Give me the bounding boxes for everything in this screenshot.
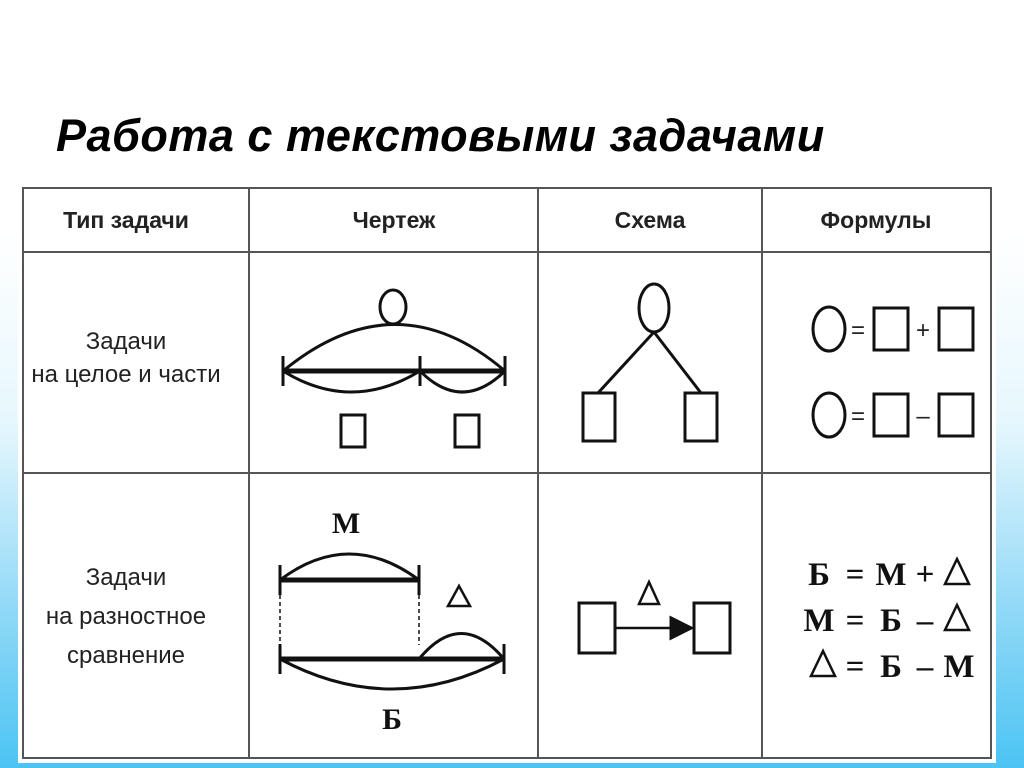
f5-op: – — [916, 649, 934, 685]
scheme-larger-square-icon — [694, 603, 730, 653]
formula1-square-a-icon — [874, 308, 908, 350]
row-difference-label — [46, 564, 206, 669]
formula2-square-b-icon — [939, 394, 973, 436]
whole-arc — [283, 325, 505, 372]
formula2-minus: – — [916, 403, 930, 430]
f5-eq: = — [845, 649, 865, 685]
header-drawing: Чертеж — [352, 207, 436, 233]
part1-square-icon — [341, 415, 365, 447]
f4-op: – — [916, 603, 934, 639]
f3-triangle-icon — [945, 559, 969, 584]
f5-triangle-icon — [811, 651, 835, 676]
row-whole-parts-label — [31, 328, 220, 388]
task-table-drawing — [18, 183, 996, 763]
scheme-smaller-square-icon — [579, 603, 615, 653]
row2-label-line2: на разностное — [45, 603, 207, 630]
part2-square-icon — [455, 415, 479, 447]
f5-a: Б — [880, 649, 902, 685]
difference-arc — [419, 634, 504, 660]
formula2-square-a-icon — [874, 394, 908, 436]
row2-label-line3: сравнение — [66, 642, 186, 669]
drawing-label-b: Б — [382, 703, 402, 736]
part2-arc — [420, 371, 505, 392]
formula1-equals: = — [850, 317, 866, 344]
f3-lhs: Б — [808, 557, 830, 593]
formula1-circle-icon — [813, 307, 845, 351]
formula1-plus: + — [915, 317, 931, 344]
slide-title: Работа с текстовыми задачами — [56, 110, 825, 161]
f3-a: М — [875, 557, 907, 593]
whole-parts-scheme — [583, 284, 717, 441]
whole-circle-icon — [380, 290, 406, 324]
f5-b: М — [943, 649, 975, 685]
f3-eq: = — [845, 557, 865, 593]
f4-lhs: М — [803, 603, 835, 639]
header-type: Тип задачи — [63, 207, 189, 233]
scheme-whole-circle-icon — [639, 284, 669, 332]
smaller-arc — [280, 554, 419, 580]
formula2-equals: = — [850, 403, 866, 430]
difference-formulas — [803, 557, 974, 685]
row1-label-line1: Задачи — [85, 328, 167, 355]
f4-a: Б — [880, 603, 902, 639]
formula1-square-b-icon — [939, 308, 973, 350]
scheme-triangle-icon — [639, 582, 659, 604]
f3-op: + — [915, 557, 935, 593]
whole-parts-drawing — [283, 290, 505, 447]
header-formulas: Формулы — [820, 207, 932, 233]
whole-parts-formulas — [813, 307, 973, 437]
scheme-part2-square-icon — [685, 393, 717, 441]
drawing-label-m: М — [331, 507, 361, 540]
difference-scheme — [579, 582, 730, 653]
f4-eq: = — [845, 603, 865, 639]
drawing-triangle-icon — [448, 586, 470, 606]
larger-arc — [280, 659, 504, 689]
part1-arc — [283, 371, 420, 392]
scheme-part1-square-icon — [583, 393, 615, 441]
formula2-circle-icon — [813, 393, 845, 437]
task-table — [18, 183, 996, 763]
row2-label-line1: Задачи — [85, 564, 167, 591]
header-scheme: Схема — [614, 207, 686, 233]
header-row — [63, 207, 931, 233]
f4-triangle-icon — [945, 605, 969, 630]
row1-label-line2: на целое и части — [31, 361, 221, 388]
difference-drawing — [280, 507, 504, 736]
